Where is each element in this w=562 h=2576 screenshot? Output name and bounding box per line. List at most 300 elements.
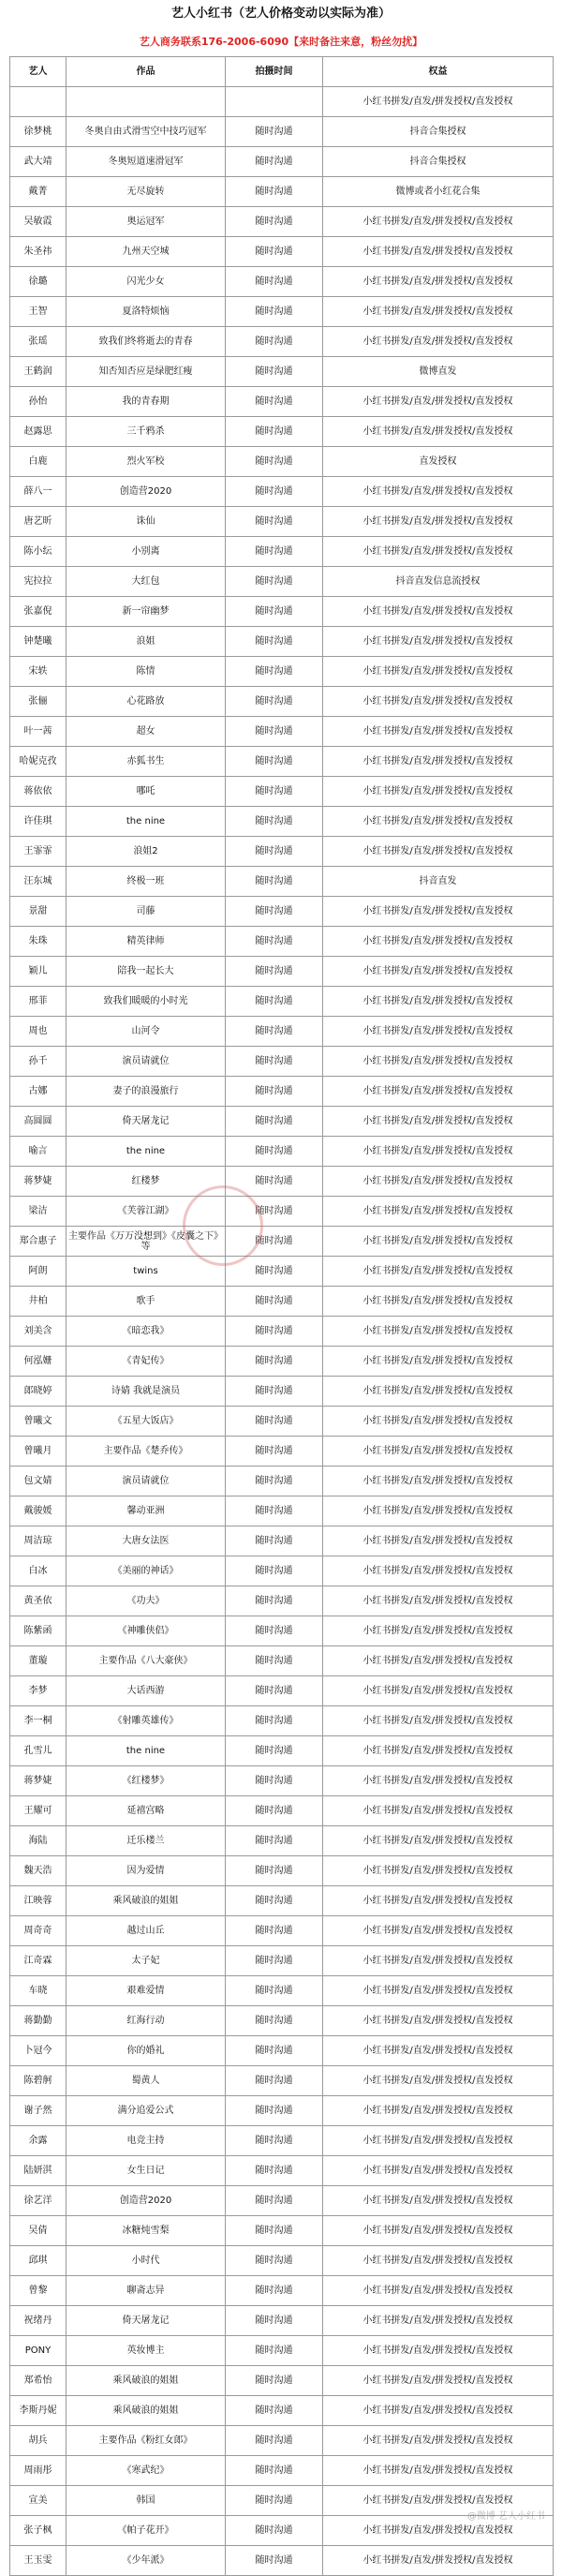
cell-shoot-time: 随时沟通 [226,1017,323,1047]
table-row [10,627,554,657]
cell-rights: 微博或者小红花合集 [323,177,554,207]
cell-works: 冬奥短道速滑冠军 [67,147,226,177]
cell-shoot-time: 随时沟通 [226,1227,323,1257]
cell-shoot-time: 随时沟通 [226,1437,323,1467]
table-row [10,987,554,1017]
table-row [10,327,554,357]
cell-works: 夏洛特烦恼 [67,297,226,327]
cell-shoot-time: 随时沟通 [226,2456,323,2486]
table-row [10,1706,554,1736]
cell-shoot-time: 随时沟通 [226,1556,323,1586]
cell-artist: 许佳琪 [10,807,67,837]
cell-artist: 曾黎 [10,2276,67,2306]
cell-works: 迁乐楼兰 [67,1826,226,1856]
cell-shoot-time: 随时沟通 [226,1377,323,1407]
table-row [10,1976,554,2006]
cell-shoot-time [226,87,323,117]
table-row [10,237,554,267]
cell-rights: 小红书拼发/直发/拼发授权/直发授权 [323,1467,554,1496]
cell-rights: 小红书拼发/直发/拼发授权/直发授权 [323,1916,554,1946]
cell-works: 女生日记 [67,2156,226,2186]
cell-artist: 蒋梦婕 [10,1766,67,1796]
table-row [10,1077,554,1107]
cell-works: 越过山丘 [67,1916,226,1946]
cell-shoot-time: 随时沟通 [226,837,323,867]
cell-works: 烈火军校 [67,447,226,477]
cell-works: 主要作品《粉红女郎》 [67,2426,226,2456]
cell-works: 《少年派》 [67,2546,226,2576]
cell-works: twins [67,1257,226,1287]
cell-rights: 小红书拼发/直发/拼发授权/直发授权 [323,1826,554,1856]
cell-rights: 小红书拼发/直发/拼发授权/直发授权 [323,1766,554,1796]
cell-rights: 小红书拼发/直发/拼发授权/直发授权 [323,897,554,927]
cell-artist: 朱珠 [10,927,67,957]
table-body [10,87,554,2576]
table-row [10,1586,554,1616]
cell-works: 哪吒 [67,777,226,807]
cell-works: 致我们终将逝去的青春 [67,327,226,357]
cell-works: 超女 [67,717,226,747]
cell-artist: 王鹤润 [10,357,67,387]
cell-works: 你的婚礼 [67,2036,226,2066]
table-row [10,2546,554,2576]
cell-rights: 小红书拼发/直发/拼发授权/直发授权 [323,987,554,1017]
cell-shoot-time: 随时沟通 [226,477,323,507]
cell-shoot-time: 随时沟通 [226,2006,323,2036]
cell-artist: 蒋梦婕 [10,1167,67,1197]
table-row [10,1916,554,1946]
cell-rights: 小红书拼发/直发/拼发授权/直发授权 [323,837,554,867]
cell-works: 红海行动 [67,2006,226,2036]
cell-artist: 郑希怡 [10,2366,67,2396]
cell-shoot-time: 随时沟通 [226,657,323,687]
cell-rights: 小红书拼发/直发/拼发授权/直发授权 [323,927,554,957]
cell-shoot-time: 随时沟通 [226,147,323,177]
table-row [10,1526,554,1556]
cell-artist: 哈妮克孜 [10,747,67,777]
table-row [10,1437,554,1467]
cell-works: 乘风破浪的姐姐 [67,2396,226,2426]
cell-artist: 周洁琼 [10,1526,67,1556]
cell-artist: 颖儿 [10,957,67,987]
table-row [10,2096,554,2126]
cell-shoot-time: 随时沟通 [226,597,323,627]
cell-rights: 小红书拼发/直发/拼发授权/直发授权 [323,2426,554,2456]
cell-artist: 宋轶 [10,657,67,687]
table-row [10,657,554,687]
table-row [10,1946,554,1976]
cell-artist: 唐艺昕 [10,507,67,537]
cell-shoot-time: 随时沟通 [226,1257,323,1287]
cell-works: 妻子的浪漫旅行 [67,1077,226,1107]
cell-works: 演员请就位 [67,1047,226,1077]
cell-works: 艰难爱情 [67,1976,226,2006]
cell-works: 冬奥自由式滑雪空中技巧冠军 [67,117,226,147]
cell-rights: 小红书拼发/直发/拼发授权/直发授权 [323,2186,554,2216]
cell-artist: 喻言 [10,1137,67,1167]
cell-works: 主要作品《万万没想到》《皮囊之下》等 [67,1227,226,1257]
table-row [10,747,554,777]
cell-shoot-time: 随时沟通 [226,2096,323,2126]
cell-works: 倚天屠龙记 [67,2306,226,2336]
table-row [10,2066,554,2096]
cell-shoot-time: 随时沟通 [226,1167,323,1197]
cell-artist: 吴敏霞 [10,207,67,237]
cell-shoot-time: 随时沟通 [226,1706,323,1736]
table-row [10,1556,554,1586]
table-row [10,2456,554,2486]
table-row [10,567,554,597]
cell-shoot-time: 随时沟通 [226,1467,323,1496]
table-row [10,897,554,927]
table-row [10,417,554,447]
cell-shoot-time: 随时沟通 [226,927,323,957]
cell-shoot-time: 随时沟通 [226,2396,323,2426]
cell-shoot-time: 随时沟通 [226,897,323,927]
cell-shoot-time: 随时沟通 [226,537,323,567]
cell-shoot-time: 随时沟通 [226,957,323,987]
cell-shoot-time: 随时沟通 [226,2126,323,2156]
table-row [10,387,554,417]
cell-shoot-time: 随时沟通 [226,2366,323,2396]
cell-artist: 李一桐 [10,1706,67,1736]
contact-notice: 艺人商务联系176-2006-6090【来时备注来意，粉丝勿扰】 [139,36,423,48]
cell-rights: 小红书拼发/直发/拼发授权/直发授权 [323,1556,554,1586]
cell-shoot-time: 随时沟通 [226,1287,323,1317]
cell-artist: 卜冠今 [10,2036,67,2066]
cell-works: 演员请就位 [67,1467,226,1496]
cell-shoot-time: 随时沟通 [226,1976,323,2006]
cell-rights: 小红书拼发/直发/拼发授权/直发授权 [323,1437,554,1467]
cell-rights: 小红书拼发/直发/拼发授权/直发授权 [323,327,554,357]
cell-rights: 小红书拼发/直发/拼发授权/直发授权 [323,2276,554,2306]
cell-shoot-time: 随时沟通 [226,2156,323,2186]
cell-shoot-time: 随时沟通 [226,327,323,357]
cell-shoot-time: 随时沟通 [226,627,323,657]
cell-artist: 周奇奇 [10,1916,67,1946]
cell-rights: 小红书拼发/直发/拼发授权/直发授权 [323,1496,554,1526]
cell-works: 诗婧 我就是演员 [67,1377,226,1407]
table-row [10,2246,554,2276]
cell-works: 精英律师 [67,927,226,957]
table-row [10,2336,554,2366]
table-row [10,1796,554,1826]
cell-shoot-time: 随时沟通 [226,117,323,147]
table-row [10,537,554,567]
cell-rights: 小红书拼发/直发/拼发授权/直发授权 [323,1526,554,1556]
cell-artist: 薛八一 [10,477,67,507]
cell-works: 太子妃 [67,1946,226,1976]
table-row [10,1676,554,1706]
cell-works: 倚天屠龙记 [67,1107,226,1137]
table-row [10,957,554,987]
cell-artist: 王耀可 [10,1796,67,1826]
table-row [10,1107,554,1137]
table-row [10,807,554,837]
cell-rights: 小红书拼发/直发/拼发授权/直发授权 [323,957,554,987]
cell-rights: 小红书拼发/直发/拼发授权/直发授权 [323,1706,554,1736]
cell-works: 乘风破浪的姐姐 [67,2366,226,2396]
cell-rights: 小红书拼发/直发/拼发授权/直发授权 [323,657,554,687]
cell-rights: 小红书拼发/直发/拼发授权/直发授权 [323,507,554,537]
cell-rights: 小红书拼发/直发/拼发授权/直发授权 [323,2066,554,2096]
cell-works: 《芙蓉江湖》 [67,1197,226,1227]
table-row [10,927,554,957]
table-row [10,837,554,867]
table-row [10,1197,554,1227]
cell-shoot-time: 随时沟通 [226,387,323,417]
table-row [10,297,554,327]
table-row [10,2006,554,2036]
cell-rights: 小红书拼发/直发/拼发授权/直发授权 [323,1077,554,1107]
cell-shoot-time: 随时沟通 [226,747,323,777]
cell-works [67,87,226,117]
cell-shoot-time: 随时沟通 [226,1886,323,1916]
header-shoot-time: 拍摄时间 [226,57,323,87]
table-row [10,177,554,207]
cell-works: 诛仙 [67,507,226,537]
cell-works: 新一帘幽梦 [67,597,226,627]
table-row [10,867,554,897]
cell-artist: 魏天浩 [10,1856,67,1886]
cell-works: 无尽旋转 [67,177,226,207]
cell-rights: 小红书拼发/直发/拼发授权/直发授权 [323,1646,554,1676]
cell-rights: 小红书拼发/直发/拼发授权/直发授权 [323,1137,554,1167]
cell-rights: 小红书拼发/直发/拼发授权/直发授权 [323,717,554,747]
cell-rights: 抖音合集授权 [323,117,554,147]
cell-rights: 小红书拼发/直发/拼发授权/直发授权 [323,2216,554,2246]
cell-shoot-time: 随时沟通 [226,1676,323,1706]
cell-works: 三千鸦杀 [67,417,226,447]
cell-rights: 小红书拼发/直发/拼发授权/直发授权 [323,1736,554,1766]
cell-works: 冰糖炖雪梨 [67,2216,226,2246]
cell-rights: 抖音合集授权 [323,147,554,177]
cell-works: 浪姐2 [67,837,226,867]
table-row [10,1766,554,1796]
cell-works: 《美丽的神话》 [67,1556,226,1586]
cell-shoot-time: 随时沟通 [226,1047,323,1077]
cell-artist: 赵露思 [10,417,67,447]
table-row [10,1407,554,1437]
cell-artist: 钟楚曦 [10,627,67,657]
cell-shoot-time: 随时沟通 [226,687,323,717]
table-row [10,717,554,747]
cell-artist: 戴骏媛 [10,1496,67,1526]
table-row [10,2186,554,2216]
cell-rights: 小红书拼发/直发/拼发授权/直发授权 [323,2366,554,2396]
cell-artist: 徐梦桃 [10,117,67,147]
cell-rights: 小红书拼发/直发/拼发授权/直发授权 [323,1317,554,1347]
cell-artist: 张瑶 [10,327,67,357]
cell-artist: 李斯丹妮 [10,2396,67,2426]
cell-works: 《红楼梦》 [67,1766,226,1796]
cell-works: 九州天空城 [67,237,226,267]
cell-works: 大唐女法医 [67,1526,226,1556]
cell-artist: 高圆圆 [10,1107,67,1137]
table-row [10,777,554,807]
cell-rights: 小红书拼发/直发/拼发授权/直发授权 [323,1976,554,2006]
cell-shoot-time: 随时沟通 [226,1107,323,1137]
cell-rights: 小红书拼发/直发/拼发授权/直发授权 [323,2546,554,2576]
cell-shoot-time: 随时沟通 [226,2036,323,2066]
cell-rights: 小红书拼发/直发/拼发授权/直发授权 [323,237,554,267]
table-row [10,2276,554,2306]
cell-artist: 邢菲 [10,987,67,1017]
cell-rights: 小红书拼发/直发/拼发授权/直发授权 [323,1227,554,1257]
cell-artist: 谢子然 [10,2096,67,2126]
table-row [10,1736,554,1766]
cell-artist: 江映蓉 [10,1886,67,1916]
cell-works: 闪光少女 [67,267,226,297]
cell-artist: 郑合惠子 [10,1227,67,1257]
table-row [10,1257,554,1287]
table-row [10,2156,554,2186]
cell-artist: 景甜 [10,897,67,927]
cell-shoot-time: 随时沟通 [226,1077,323,1107]
cell-artist: 蒋勤勤 [10,2006,67,2036]
cell-works: 《五星大饭店》 [67,1407,226,1437]
cell-artist: 王玉雯 [10,2546,67,2576]
cell-rights: 小红书拼发/直发/拼发授权/直发授权 [323,2006,554,2036]
cell-shoot-time: 随时沟通 [226,1796,323,1826]
cell-rights: 小红书拼发/直发/拼发授权/直发授权 [323,297,554,327]
cell-works: 知否知否应是绿肥红瘦 [67,357,226,387]
cell-rights: 小红书拼发/直发/拼发授权/直发授权 [323,1047,554,1077]
cell-rights: 小红书拼发/直发/拼发授权/直发授权 [323,1167,554,1197]
cell-shoot-time: 随时沟通 [226,1347,323,1377]
cell-shoot-time: 随时沟通 [226,267,323,297]
cell-works: 《射雕英雄传》 [67,1706,226,1736]
cell-rights: 小红书拼发/直发/拼发授权/直发授权 [323,597,554,627]
cell-artist: 叶一茜 [10,717,67,747]
table-row [10,1616,554,1646]
cell-rights: 抖音直发信息流授权 [323,567,554,597]
cell-shoot-time: 随时沟通 [226,507,323,537]
cell-rights: 小红书拼发/直发/拼发授权/直发授权 [323,807,554,837]
cell-rights: 小红书拼发/直发/拼发授权/直发授权 [323,1796,554,1826]
table-row [10,2306,554,2336]
cell-shoot-time: 随时沟通 [226,2276,323,2306]
cell-shoot-time: 随时沟通 [226,1916,323,1946]
cell-shoot-time: 随时沟通 [226,1317,323,1347]
cell-artist: 海陆 [10,1826,67,1856]
cell-artist: 吴倩 [10,2216,67,2246]
table-row [10,1047,554,1077]
cell-rights: 小红书拼发/直发/拼发授权/直发授权 [323,1347,554,1377]
cell-rights: 小红书拼发/直发/拼发授权/直发授权 [323,2396,554,2426]
cell-shoot-time: 随时沟通 [226,177,323,207]
cell-works: the nine [67,1137,226,1167]
table-row [10,2396,554,2426]
cell-works: 司藤 [67,897,226,927]
cell-shoot-time: 随时沟通 [226,807,323,837]
cell-shoot-time: 随时沟通 [226,1197,323,1227]
table-row [10,1856,554,1886]
cell-artist: 孔雪儿 [10,1736,67,1766]
cell-shoot-time: 随时沟通 [226,717,323,747]
cell-artist: 邱琪 [10,2246,67,2276]
cell-works: 致我们暖暖的小时光 [67,987,226,1017]
cell-rights: 小红书拼发/直发/拼发授权/直发授权 [323,2036,554,2066]
cell-works: the nine [67,807,226,837]
table-row [10,447,554,477]
cell-works: 创造营2020 [67,477,226,507]
header-rights: 权益 [323,57,554,87]
cell-artist: 王智 [10,297,67,327]
cell-works: the nine [67,1736,226,1766]
cell-artist: 胡兵 [10,2426,67,2456]
cell-works: 创造营2020 [67,2186,226,2216]
cell-artist: 汪东城 [10,867,67,897]
cell-shoot-time: 随时沟通 [226,417,323,447]
cell-shoot-time: 随时沟通 [226,2546,323,2576]
cell-shoot-time: 随时沟通 [226,567,323,597]
cell-artist: 曾曦月 [10,1437,67,1467]
cell-shoot-time: 随时沟通 [226,1826,323,1856]
cell-rights: 小红书拼发/直发/拼发授权/直发授权 [323,87,554,117]
cell-artist: PONY [10,2336,67,2366]
cell-shoot-time: 随时沟通 [226,447,323,477]
cell-artist: 孙千 [10,1047,67,1077]
cell-works: 乘风破浪的姐姐 [67,1886,226,1916]
cell-artist: 陈碧舸 [10,2066,67,2096]
cell-rights: 小红书拼发/直发/拼发授权/直发授权 [323,2486,554,2516]
cell-rights: 小红书拼发/直发/拼发授权/直发授权 [323,1676,554,1706]
cell-works: 《功夫》 [67,1586,226,1616]
table-row [10,1826,554,1856]
cell-works: 小别离 [67,537,226,567]
cell-artist: 余露 [10,2126,67,2156]
cell-shoot-time: 随时沟通 [226,1766,323,1796]
cell-artist: 何泓姗 [10,1347,67,1377]
cell-artist: 王霏霏 [10,837,67,867]
cell-rights: 小红书拼发/直发/拼发授权/直发授权 [323,537,554,567]
cell-artist: 徐艺洋 [10,2186,67,2216]
table-row [10,597,554,627]
cell-artist: 徐璐 [10,267,67,297]
header-artist: 艺人 [10,57,67,87]
cell-artist: 陆妍淇 [10,2156,67,2186]
cell-artist: 曾曦文 [10,1407,67,1437]
cell-rights: 小红书拼发/直发/拼发授权/直发授权 [323,2456,554,2486]
cell-works: 因为爱情 [67,1856,226,1886]
cell-rights: 小红书拼发/直发/拼发授权/直发授权 [323,2246,554,2276]
cell-rights: 小红书拼发/直发/拼发授权/直发授权 [323,477,554,507]
cell-works: 英妆博主 [67,2336,226,2366]
table-row [10,687,554,717]
cell-works: 《神雕侠侣》 [67,1616,226,1646]
cell-shoot-time: 随时沟通 [226,237,323,267]
cell-artist: 白鹿 [10,447,67,477]
cell-works: 终极一班 [67,867,226,897]
cell-artist: 张子枫 [10,2516,67,2546]
cell-shoot-time: 随时沟通 [226,1137,323,1167]
cell-shoot-time: 随时沟通 [226,1646,323,1676]
cell-works: 红楼梦 [67,1167,226,1197]
table-row [10,1137,554,1167]
cell-artist: 梁洁 [10,1197,67,1227]
cell-artist: 孙怡 [10,387,67,417]
cell-works: 歌手 [67,1287,226,1317]
table-row [10,207,554,237]
watermark: @微博 艺人小红书 [466,2511,545,2522]
table-row [10,2036,554,2066]
cell-shoot-time: 随时沟通 [226,2486,323,2516]
cell-works: 《暗恋我》 [67,1317,226,1347]
cell-shoot-time: 随时沟通 [226,867,323,897]
cell-shoot-time: 随时沟通 [226,2336,323,2366]
cell-shoot-time: 随时沟通 [226,2066,323,2096]
